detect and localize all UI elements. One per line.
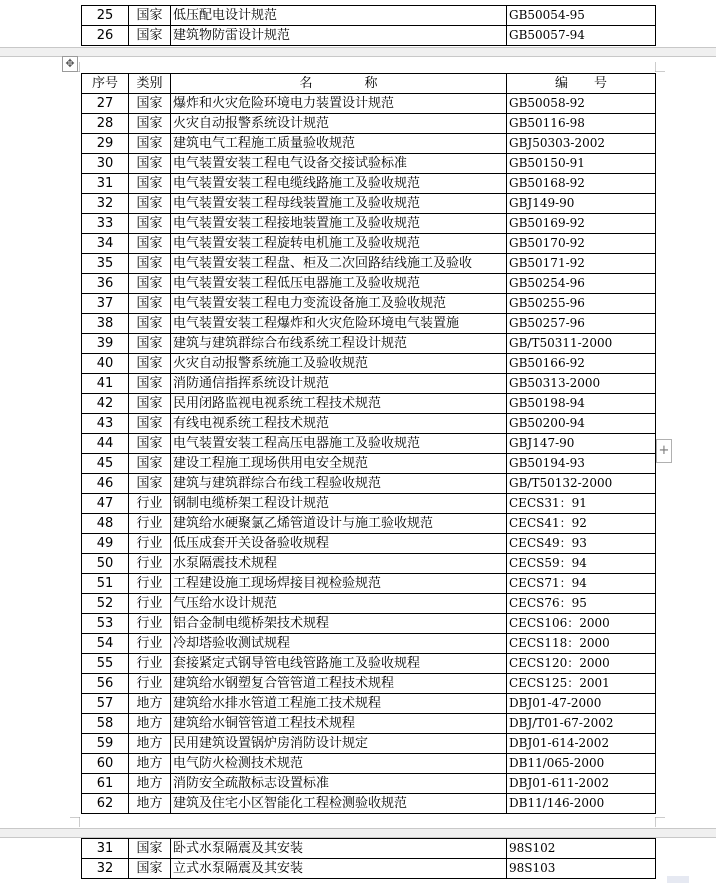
table-row — [82, 434, 656, 454]
cell-category[interactable]: 行业 — [129, 574, 171, 594]
cell-category[interactable]: 国家 — [129, 254, 171, 274]
table-row — [82, 114, 656, 134]
cell-name[interactable]: 电气防火检测技术规范 — [171, 754, 507, 774]
cell-code[interactable]: CECS41：92 — [507, 514, 656, 534]
header-category: 类别 — [129, 74, 171, 94]
cell-no[interactable]: 41 — [82, 374, 129, 394]
table-row — [82, 334, 656, 354]
cell-no[interactable]: 52 — [82, 594, 129, 614]
cell-category[interactable]: 国家 — [129, 394, 171, 414]
cell-name[interactable]: 工程建设施工现场焊接目视检验规范 — [171, 574, 507, 594]
table-header-row — [82, 74, 656, 94]
cell-code[interactable]: CECS59：94 — [507, 554, 656, 574]
cell-category[interactable]: 行业 — [129, 534, 171, 554]
cell-name[interactable]: 建筑与建筑群综合布线系统工程设计规范 — [171, 334, 507, 354]
plus-icon: + — [658, 443, 670, 458]
cell-code[interactable]: CECS76：95 — [507, 594, 656, 614]
header-no: 序号 — [82, 74, 129, 94]
table-row — [82, 154, 656, 174]
cell-name[interactable]: 低压成套开关设备验收规程 — [171, 534, 507, 554]
table-row — [82, 314, 656, 334]
cell-no[interactable]: 55 — [82, 654, 129, 674]
cell-category[interactable]: 国家 — [129, 134, 171, 154]
cell-name[interactable]: 钢制电缆桥架工程设计规范 — [171, 494, 507, 514]
cell-no[interactable]: 37 — [82, 294, 129, 314]
cell-category[interactable]: 行业 — [129, 634, 171, 654]
cell-category[interactable]: 国家 — [129, 26, 171, 46]
cell-code[interactable]: GB50170-92 — [507, 234, 656, 254]
cell-code[interactable]: 98S103 — [507, 859, 656, 879]
cell-no[interactable]: 58 — [82, 714, 129, 734]
cell-name[interactable]: 火灾自动报警系统施工及验收规范 — [171, 354, 507, 374]
cell-name[interactable]: 电气装置安装工程盘、柜及二次回路结线施工及验收 — [171, 254, 507, 274]
cell-code[interactable]: GB50255-96 — [507, 294, 656, 314]
cell-name[interactable]: 建设工程施工现场供用电安全规范 — [171, 454, 507, 474]
table-row — [82, 474, 656, 494]
cell-name[interactable]: 低压配电设计规范 — [171, 6, 507, 26]
table-row — [82, 414, 656, 434]
table-row — [82, 859, 656, 879]
cell-name[interactable]: 建筑给水排水管道工程施工技术规程 — [171, 694, 507, 714]
header-name: 名 称 — [171, 74, 507, 94]
table-row — [82, 534, 656, 554]
cell-category[interactable]: 国家 — [129, 434, 171, 454]
cell-no[interactable]: 61 — [82, 774, 129, 794]
cell-no[interactable]: 48 — [82, 514, 129, 534]
cell-code[interactable]: GB50054-95 — [507, 6, 656, 26]
page-edge — [0, 56, 716, 57]
cell-no[interactable]: 50 — [82, 554, 129, 574]
cell-no[interactable]: 56 — [82, 674, 129, 694]
cell-name[interactable]: 有线电视系统工程技术规范 — [171, 414, 507, 434]
cell-code[interactable]: GB50254-96 — [507, 274, 656, 294]
cell-no[interactable]: 46 — [82, 474, 129, 494]
cell-no[interactable]: 57 — [82, 694, 129, 714]
cell-category[interactable]: 国家 — [129, 414, 171, 434]
cell-code[interactable]: GB50058-92 — [507, 94, 656, 114]
cell-name[interactable]: 建筑电气工程施工质量验收规范 — [171, 134, 507, 154]
cell-category[interactable]: 行业 — [129, 514, 171, 534]
table-row — [82, 214, 656, 234]
cell-name[interactable]: 民用建筑设置锅炉房消防设计规定 — [171, 734, 507, 754]
table-row — [82, 714, 656, 734]
cell-no[interactable]: 26 — [82, 26, 129, 46]
scrollbar-corner — [667, 876, 689, 883]
standards-table-bottom — [81, 838, 656, 879]
cell-name[interactable]: 气压给水设计规范 — [171, 594, 507, 614]
cell-category[interactable]: 地方 — [129, 754, 171, 774]
cell-category[interactable]: 国家 — [129, 114, 171, 134]
cell-no[interactable]: 35 — [82, 254, 129, 274]
table-row — [82, 26, 656, 46]
cell-no[interactable]: 31 — [82, 174, 129, 194]
cell-category[interactable]: 国家 — [129, 859, 171, 879]
cell-name[interactable]: 电气装置安装工程电力变流设备施工及验收规范 — [171, 294, 507, 314]
table-row — [82, 394, 656, 414]
table-row — [82, 674, 656, 694]
cell-no[interactable]: 27 — [82, 94, 129, 114]
cell-no[interactable]: 25 — [82, 6, 129, 26]
cell-no[interactable]: 42 — [82, 394, 129, 414]
cell-name[interactable]: 电气装置安装工程母线装置施工及验收规范 — [171, 194, 507, 214]
cell-no[interactable]: 34 — [82, 234, 129, 254]
standards-table-main — [81, 73, 656, 814]
cell-category[interactable]: 地方 — [129, 794, 171, 814]
cell-category[interactable]: 行业 — [129, 654, 171, 674]
crop-mark-icon — [70, 817, 80, 827]
cell-category[interactable]: 行业 — [129, 674, 171, 694]
cell-code[interactable]: CECS31：91 — [507, 494, 656, 514]
table-row — [82, 174, 656, 194]
crop-mark-icon — [655, 817, 665, 827]
cell-code[interactable]: CECS120：2000 — [507, 654, 656, 674]
table-row — [82, 754, 656, 774]
table-row — [82, 554, 656, 574]
table-row — [82, 234, 656, 254]
cell-category[interactable]: 行业 — [129, 554, 171, 574]
cell-no[interactable]: 32 — [82, 194, 129, 214]
cell-no[interactable]: 45 — [82, 454, 129, 474]
cell-code[interactable]: CECS125：2001 — [507, 674, 656, 694]
cell-code[interactable]: CECS49：93 — [507, 534, 656, 554]
cell-name[interactable]: 电气装置安装工程电缆线路施工及验收规范 — [171, 174, 507, 194]
cell-category[interactable]: 国家 — [129, 454, 171, 474]
cell-category[interactable]: 国家 — [129, 6, 171, 26]
cell-category[interactable]: 地方 — [129, 774, 171, 794]
table-row — [82, 654, 656, 674]
cell-code[interactable]: 98S102 — [507, 839, 656, 859]
cell-code[interactable]: DBJ01-611-2002 — [507, 774, 656, 794]
cell-name[interactable]: 电气装置安装工程接地装置施工及验收规范 — [171, 214, 507, 234]
add-column-button[interactable] — [656, 439, 672, 463]
cell-name[interactable]: 电气装置安装工程爆炸和火灾危险环境电气装置施 — [171, 314, 507, 334]
cell-name[interactable]: 火灾自动报警系统设计规范 — [171, 114, 507, 134]
cell-name[interactable]: 建筑给水钢塑复合管管道工程技术规程 — [171, 674, 507, 694]
cell-code[interactable]: GB50257-96 — [507, 314, 656, 334]
cell-no[interactable]: 36 — [82, 274, 129, 294]
cell-category[interactable]: 国家 — [129, 174, 171, 194]
cell-name[interactable]: 建筑与建筑群综合布线工程验收规范 — [171, 474, 507, 494]
table-row — [82, 614, 656, 634]
cell-category[interactable]: 国家 — [129, 214, 171, 234]
cell-code[interactable]: CECS71：94 — [507, 574, 656, 594]
table-row — [82, 454, 656, 474]
cell-no[interactable]: 62 — [82, 794, 129, 814]
cell-code[interactable]: CECS106：2000 — [507, 614, 656, 634]
cell-category[interactable]: 行业 — [129, 494, 171, 514]
table-row — [82, 294, 656, 314]
table-row — [82, 374, 656, 394]
cell-name[interactable]: 民用闭路监视电视系统工程技术规范 — [171, 394, 507, 414]
cell-name[interactable]: 爆炸和火灾危险环境电力装置设计规范 — [171, 94, 507, 114]
cell-name[interactable]: 水泵隔震技术规程 — [171, 554, 507, 574]
cell-code[interactable]: GB50150-91 — [507, 154, 656, 174]
cell-code[interactable]: GB/T50132-2000 — [507, 474, 656, 494]
cell-code[interactable]: GB50168-92 — [507, 174, 656, 194]
cell-no[interactable]: 30 — [82, 154, 129, 174]
cell-code[interactable]: GB50169-92 — [507, 214, 656, 234]
crop-mark-icon — [655, 62, 665, 72]
cell-no[interactable]: 33 — [82, 214, 129, 234]
cell-category[interactable]: 国家 — [129, 354, 171, 374]
cell-name[interactable]: 电气装置安装工程旋转电机施工及验收规范 — [171, 234, 507, 254]
cell-code[interactable]: GBJ147-90 — [507, 434, 656, 454]
cell-name[interactable]: 建筑及住宅小区智能化工程检测验收规范 — [171, 794, 507, 814]
cell-category[interactable]: 国家 — [129, 314, 171, 334]
table-row — [82, 6, 656, 26]
cell-name[interactable]: 消防安全疏散标志设置标准 — [171, 774, 507, 794]
table-row — [82, 694, 656, 714]
cell-category[interactable]: 国家 — [129, 474, 171, 494]
table-row — [82, 734, 656, 754]
cell-category[interactable]: 行业 — [129, 614, 171, 634]
standards-table-top — [81, 5, 656, 46]
cell-name[interactable]: 建筑给水硬聚氯乙烯管道设计与施工验收规范 — [171, 514, 507, 534]
cell-name[interactable]: 建筑给水铜管管道工程技术规程 — [171, 714, 507, 734]
cell-name[interactable]: 铝合金制电缆桥架技术规程 — [171, 614, 507, 634]
cell-no[interactable]: 31 — [82, 839, 129, 859]
cell-no[interactable]: 28 — [82, 114, 129, 134]
cell-name[interactable]: 套接紧定式钢导管电线管路施工及验收规程 — [171, 654, 507, 674]
cell-name[interactable]: 电气装置安装工程高压电器施工及验收规范 — [171, 434, 507, 454]
cell-code[interactable]: GB50313-2000 — [507, 374, 656, 394]
cell-code[interactable]: GB50194-93 — [507, 454, 656, 474]
table-row — [82, 94, 656, 114]
cell-category[interactable]: 国家 — [129, 94, 171, 114]
table-row — [82, 774, 656, 794]
cell-category[interactable]: 国家 — [129, 274, 171, 294]
cell-no[interactable]: 53 — [82, 614, 129, 634]
move-icon: ✥ — [65, 57, 75, 70]
cell-code[interactable]: DBJ01-47-2000 — [507, 694, 656, 714]
cell-name[interactable]: 建筑物防雷设计规范 — [171, 26, 507, 46]
cell-name[interactable]: 电气装置安装工程电气设备交接试验标准 — [171, 154, 507, 174]
cell-no[interactable]: 51 — [82, 574, 129, 594]
cell-code[interactable]: DBJ01-614-2002 — [507, 734, 656, 754]
cell-name[interactable]: 消防通信指挥系统设计规范 — [171, 374, 507, 394]
page-edge — [0, 47, 716, 48]
table-row — [82, 839, 656, 859]
cell-no[interactable]: 43 — [82, 414, 129, 434]
table-row — [82, 274, 656, 294]
cell-no[interactable]: 44 — [82, 434, 129, 454]
cell-category[interactable]: 国家 — [129, 194, 171, 214]
cell-code[interactable]: GB/T50311-2000 — [507, 334, 656, 354]
cell-code[interactable]: GB50057-94 — [507, 26, 656, 46]
cell-category[interactable]: 国家 — [129, 334, 171, 354]
cell-no[interactable]: 54 — [82, 634, 129, 654]
cell-category[interactable]: 国家 — [129, 839, 171, 859]
cell-name[interactable]: 卧式水泵隔震及其安装 — [171, 839, 507, 859]
page-edge — [0, 828, 716, 829]
cell-code[interactable]: GB50166-92 — [507, 354, 656, 374]
cell-name[interactable]: 电气装置安装工程低压电器施工及验收规范 — [171, 274, 507, 294]
table-row — [82, 574, 656, 594]
table-row — [82, 354, 656, 374]
cell-category[interactable]: 国家 — [129, 374, 171, 394]
cell-category[interactable]: 国家 — [129, 154, 171, 174]
cell-code[interactable]: GB50116-98 — [507, 114, 656, 134]
cell-no[interactable]: 38 — [82, 314, 129, 334]
cell-no[interactable]: 60 — [82, 754, 129, 774]
cell-category[interactable]: 行业 — [129, 594, 171, 614]
cell-no[interactable]: 59 — [82, 734, 129, 754]
cell-category[interactable]: 地方 — [129, 694, 171, 714]
table-row — [82, 514, 656, 534]
cell-code[interactable]: CECS118：2000 — [507, 634, 656, 654]
table-row — [82, 194, 656, 214]
cell-code[interactable]: GB50198-94 — [507, 394, 656, 414]
cell-name[interactable]: 冷却塔验收测试规程 — [171, 634, 507, 654]
cell-no[interactable]: 47 — [82, 494, 129, 514]
table-row — [82, 254, 656, 274]
cell-code[interactable]: GBJ149-90 — [507, 194, 656, 214]
cell-category[interactable]: 地方 — [129, 714, 171, 734]
cell-code[interactable]: DB11/065-2000 — [507, 754, 656, 774]
cell-no[interactable]: 40 — [82, 354, 129, 374]
table-row — [82, 134, 656, 154]
cell-category[interactable]: 国家 — [129, 234, 171, 254]
cell-code[interactable]: GB50200-94 — [507, 414, 656, 434]
cell-no[interactable]: 49 — [82, 534, 129, 554]
cell-name[interactable]: 立式水泵隔震及其安装 — [171, 859, 507, 879]
cell-no[interactable]: 29 — [82, 134, 129, 154]
cell-category[interactable]: 国家 — [129, 294, 171, 314]
cell-code[interactable]: GBJ50303-2002 — [507, 134, 656, 154]
table-row — [82, 794, 656, 814]
cell-code[interactable]: DB11/146-2000 — [507, 794, 656, 814]
table-row — [82, 594, 656, 614]
cell-code[interactable]: DBJ/T01-67-2002 — [507, 714, 656, 734]
cell-no[interactable]: 39 — [82, 334, 129, 354]
table-move-handle[interactable] — [62, 56, 78, 72]
cell-code[interactable]: GB50171-92 — [507, 254, 656, 274]
table-row — [82, 634, 656, 654]
cell-no[interactable]: 32 — [82, 859, 129, 879]
header-code: 编 号 — [507, 74, 656, 94]
table-row — [82, 494, 656, 514]
cell-category[interactable]: 地方 — [129, 734, 171, 754]
